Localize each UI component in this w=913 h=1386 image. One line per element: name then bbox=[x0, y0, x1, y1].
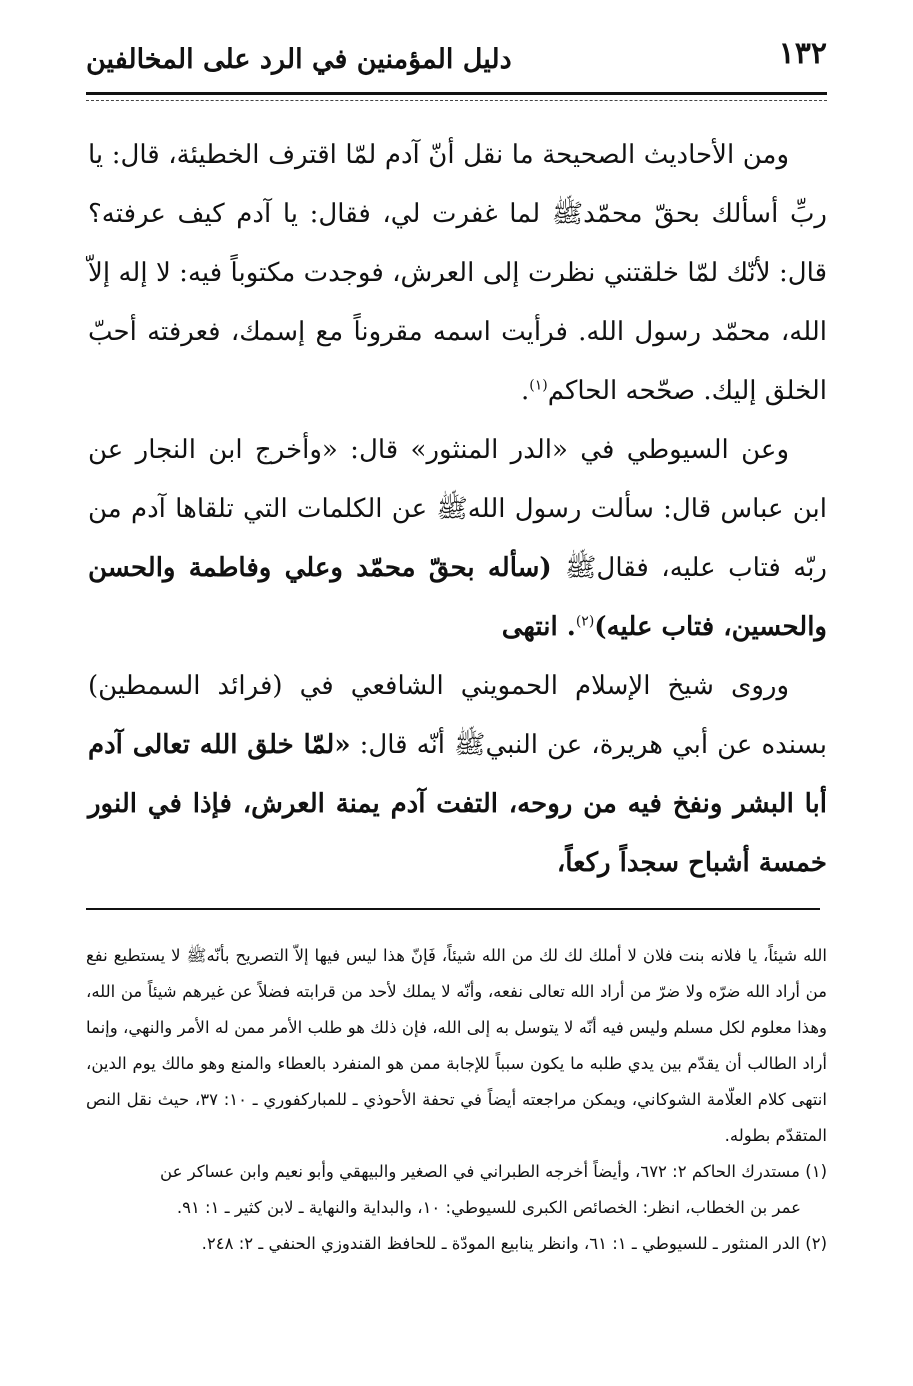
footnote-continuation: الله شيئاً، يا فلانه بنت فلان لا أملك لك لك من الله شيئاً، فَإنّ هذا ليس فيها إلاّ التصريح بأنّهﷺ لا يستطيع نفع من أراد الله ضرّه ولا ضرّ من أراد الله تعالى نفعه، وأنّه لا يملك لأحد من قرابته فضلاً عن غيرهم شيئاً من الله، وهذا معلوم لكل مسلم وليس فيه أنّه لا يتوسل به إلى الله، فإن ذلك هو طلب الأمر ممن له الأمر والنهي، وإنما أراد الطالب أن يقدّم بين يدي طلبه ما يكون سبباً للإجابة ممن هو المنفرد بالعطاء والمنع وهو مالك يوم الدين، انتهى كلام العلّامة الشوكاني، ويمكن مراجعته أيضاً في تحفة الأحوذي ـ للمباركفوري ـ ١٠: ٣٧، حيث نقل النص المتقدّم بطوله. bbox=[86, 946, 827, 1145]
footnote-ref-1: (١) bbox=[529, 377, 548, 394]
footnote-ref-2: (٢) bbox=[575, 613, 595, 630]
paragraph-1-text: ومن الأحاديث الصحيحة ما نقل أنّ آدم لمّا اقترف الخطيئة، قال: يا ربِّ أسألك بحقّ محمّدﷺ لما غفرت لي، فقال: يا آدم كيف عرفته؟ قال: لأنّك لمّا خلقتني نظرت إلى العرش، فوجدت مكتوباً فيه: لا إله إلاّ الله، محمّد رسول الله. فرأيت اسمه مقروناً مع إسمك، فعرفته أحبّ الخلق إليك. صحّحه الحاكم bbox=[88, 140, 827, 406]
paragraph-2 bbox=[88, 421, 827, 657]
paragraph-3-quote: «لمّا خلق الله تعالى آدم أبا البشر ونفخ فيه من روحه، التفت آدم يمنة العرش، فإذا في النور خمسة أشباح سجداً ركعاً، bbox=[88, 730, 827, 878]
paragraph-3-intro: وروى شيخ الإسلام الحمويني الشافعي في (فرائد السمطين) بسنده عن أبي هريرة، عن النبيﷺ أنّه قال: bbox=[88, 671, 827, 760]
footnote-separator bbox=[86, 908, 820, 910]
footnote-2: (٢) الدر المنثور ـ للسيوطي ـ ١: ٦١، وانظر ينابيع المودّة ـ للحافظ القندوزي الحنفي ـ ٢: ٢٤٨. bbox=[201, 1234, 827, 1253]
footnote-1: (١) مستدرك الحاكم ٢: ٦٧٢، وأيضاً أخرجه الطبراني في الصغير والبيهقي وأبو نعيم وابن عساكر عن bbox=[160, 1162, 827, 1181]
footnote-1-continued: عمر بن الخطاب، انظر: الخصائص الكبرى للسيوطي: ١٠، والبداية والنهاية ـ لابن كثير ـ ١: ٩١. bbox=[176, 1198, 801, 1217]
paragraph-1-end: . bbox=[520, 376, 530, 406]
header-rule-dashed bbox=[86, 100, 827, 101]
paragraph-2-intro: وعن السيوطي في «الدر المنثور» قال: «وأخرج ابن النجار عن ابن عباس قال: سألت رسول اللهﷺ عن الكلمات التي تلقاها آدم من ربّه فتاب عليه، فقالﷺ bbox=[88, 435, 827, 583]
paragraph-2-end: . انتهى bbox=[501, 612, 576, 642]
page-number: ١٣٢ bbox=[778, 36, 827, 71]
main-text bbox=[88, 126, 827, 893]
paragraph-2-quote: (سأله بحقّ محمّد وعلي وفاطمة والحسن والحسين، فتاب عليه) bbox=[88, 553, 827, 642]
paragraph-3 bbox=[88, 657, 827, 893]
paragraph-1 bbox=[88, 126, 827, 421]
running-title: دليل المؤمنين في الرد على المخالفين bbox=[86, 44, 512, 75]
header-rule bbox=[86, 92, 827, 95]
footnotes bbox=[86, 938, 827, 1262]
page-header bbox=[86, 36, 827, 92]
